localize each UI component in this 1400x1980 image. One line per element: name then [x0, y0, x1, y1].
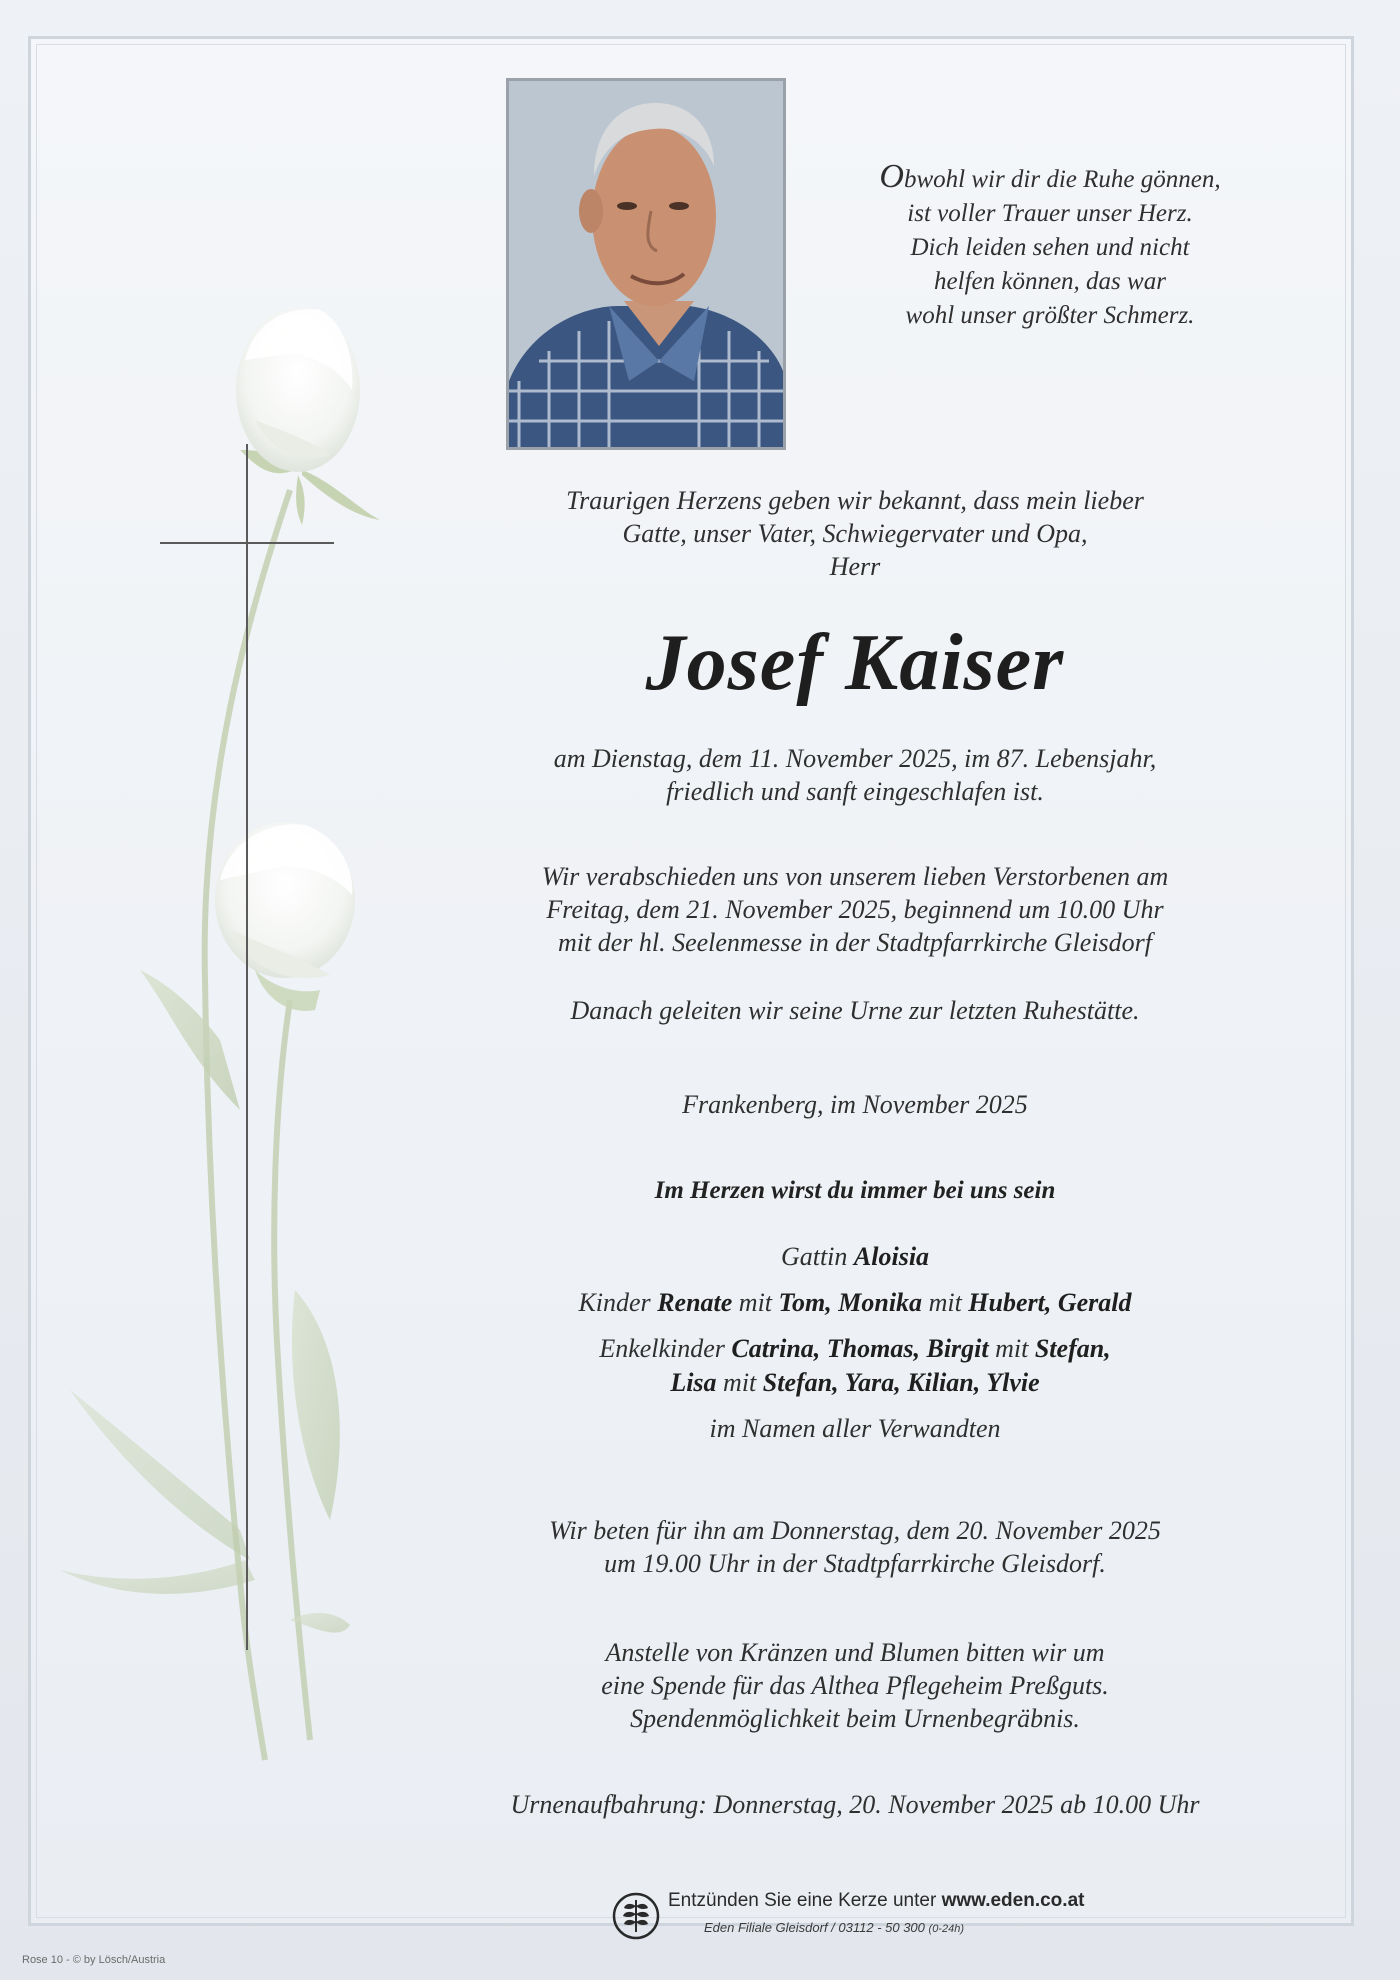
- child-name: Renate: [657, 1288, 733, 1317]
- intro-line: Herr: [829, 552, 881, 581]
- urn-viewing: Urnenaufbahrung: Donnerstag, 20. November 2025 ab 10.00 Uhr: [510, 1790, 1200, 1819]
- donation-notice: [430, 1636, 1280, 1735]
- poem-line: [820, 160, 1280, 197]
- child-names: Hubert, Gerald: [968, 1288, 1132, 1317]
- family-grandchildren-cont: [430, 1366, 1280, 1400]
- cross-icon: [246, 444, 248, 1650]
- grandchildren-label: Enkelkinder: [599, 1334, 725, 1363]
- branch-hours: (0-24h): [928, 1923, 964, 1935]
- family-grandchildren: [430, 1332, 1280, 1366]
- service-line: Freitag, dem 21. November 2025, beginnend um 10.00 Uhr: [546, 895, 1164, 924]
- grandchild-names: Stefan, Yara, Kilian, Ylvie: [762, 1368, 1040, 1397]
- poem-line-text: bwohl wir dir die Ruhe gönnen,: [903, 166, 1221, 193]
- prayer-line: um 19.00 Uhr in der Stadtpfarrkirche Gleisdorf.: [604, 1549, 1106, 1578]
- candle-prefix: Entzünden Sie eine Kerze unter: [668, 1890, 937, 1911]
- spouse-label: Gattin: [780, 1242, 848, 1271]
- children-label: Kinder: [578, 1288, 651, 1317]
- cross-crossbar: [160, 542, 334, 544]
- funeral-service: [430, 860, 1280, 959]
- service-line: Wir verabschieden uns von unserem lieben Verstorbenen am: [541, 862, 1169, 891]
- family-relatives: im Namen aller Verwandten: [709, 1414, 1001, 1443]
- branch-info: [704, 1920, 964, 1935]
- donation-line: Spendenmöglichkeit beim Urnenbegräbnis.: [630, 1704, 1080, 1733]
- service-line: mit der hl. Seelenmesse in der Stadtpfarrkirche Gleisdorf: [557, 928, 1153, 957]
- death-line: friedlich und sanft eingeschlafen ist.: [666, 777, 1044, 806]
- donation-line: Anstelle von Kränzen und Blumen bitten wir um: [605, 1638, 1105, 1667]
- grandchild-names: Stefan,: [1034, 1334, 1111, 1363]
- intro-line: Traurigen Herzens geben wir bekannt, dass mein lieber: [566, 486, 1144, 515]
- place-date: Frankenberg, im November 2025: [682, 1090, 1028, 1119]
- death-line: am Dienstag, dem 11. November 2025, im 87. Lebensjahr,: [553, 744, 1157, 773]
- poem-initial: O: [879, 158, 904, 195]
- branch-phone: Eden Filiale Gleisdorf / 03112 - 50 300: [704, 1920, 925, 1935]
- intro-line: Gatte, unser Vater, Schwiegervater und Opa,: [622, 519, 1088, 548]
- child-names: Tom, Monika: [778, 1288, 923, 1317]
- grandchild-names: Catrina, Thomas, Birgit: [731, 1334, 989, 1363]
- candle-text: [668, 1890, 1084, 1912]
- poem-line: Dich leiden sehen und nicht: [910, 234, 1190, 261]
- announcement-intro: [430, 484, 1280, 583]
- image-credit: Rose 10 - © by Lösch/Austria: [22, 1954, 166, 1966]
- white-roses-decoration: [40, 280, 420, 1780]
- footer: [612, 1890, 1092, 1942]
- mit-word: mit: [928, 1288, 962, 1317]
- poem-line: wohl unser größter Schmerz.: [905, 302, 1195, 329]
- family-children: [430, 1286, 1280, 1320]
- grandchild-name: Lisa: [670, 1368, 717, 1397]
- urn-notice: Danach geleiten wir seine Urne zur letzten Ruhestätte.: [570, 996, 1140, 1025]
- mit-word: mit: [723, 1368, 757, 1397]
- family-spouse: [430, 1240, 1280, 1274]
- death-notice: [430, 742, 1280, 808]
- family-list: [430, 1240, 1280, 1458]
- eden-branch-icon: [612, 1892, 660, 1940]
- poem: [820, 160, 1280, 333]
- mit-word: mit: [738, 1288, 773, 1317]
- poem-line: ist voller Trauer unser Herz.: [907, 200, 1193, 227]
- deceased-name: Josef Kaiser: [645, 619, 1065, 707]
- website-link[interactable]: www.eden.co.at: [941, 1890, 1085, 1911]
- prayer-line: Wir beten für ihn am Donnerstag, dem 20. November 2025: [549, 1516, 1161, 1545]
- spouse-name: Aloisia: [853, 1242, 930, 1271]
- poem-line: helfen können, das war: [934, 268, 1166, 295]
- donation-line: eine Spende für das Althea Pflegeheim Preßguts.: [601, 1671, 1109, 1700]
- prayer-notice: [430, 1514, 1280, 1580]
- motto: Im Herzen wirst du immer bei uns sein: [654, 1177, 1056, 1204]
- portrait-photo: [506, 78, 786, 450]
- mit-word: mit: [995, 1334, 1029, 1363]
